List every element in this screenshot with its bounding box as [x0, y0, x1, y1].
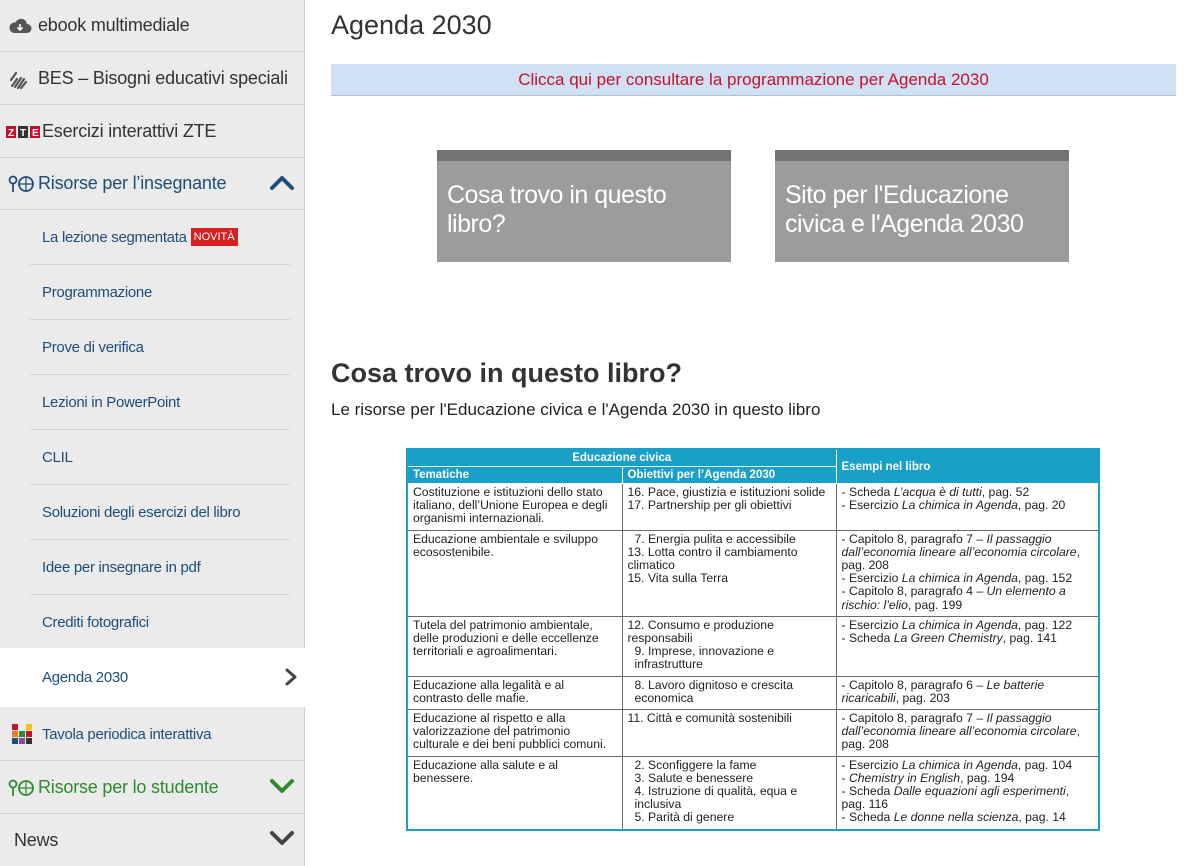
- esempio-text: - Esercizio: [841, 757, 902, 772]
- sidebar-item-label: Risorse per lo studente: [38, 777, 219, 797]
- esempio-text: , pag. 116: [841, 784, 1073, 812]
- cell-tematica: Tutela del patrimonio ambientale, delle produzioni e delle eccellenze territoriali e agroalimentari.: [407, 616, 622, 676]
- esempio-text: , pag. 52: [981, 485, 1030, 499]
- sidebar-item-label: La lezione segmentata: [42, 228, 187, 246]
- esempio-title: La chimica in Agenda: [901, 617, 1018, 632]
- obiettivo-item: 8. Lavoro dignitoso e crescita economica: [634, 677, 797, 705]
- svg-text:T: T: [20, 127, 27, 138]
- sidebar-item-programmazione[interactable]: [30, 265, 290, 320]
- obiettivo-item: 17. Partnership per gli obiettivi: [627, 498, 792, 513]
- esempio-title: La chimica in Agenda: [901, 757, 1018, 772]
- esempio-title: La chimica in Agenda: [901, 571, 1018, 586]
- teacher-resources-icon: [8, 174, 38, 194]
- sidebar-item-risorse-insegnante[interactable]: [0, 158, 305, 210]
- cell-tematica: Educazione alla legalità e al contrasto delle mafie.: [407, 676, 622, 709]
- table-row: [407, 676, 1099, 709]
- sidebar-item-tavola-periodica[interactable]: [0, 708, 305, 761]
- esempio-title: Le donne nella scienza: [893, 810, 1019, 825]
- esempio-text: , pag. 208: [841, 544, 1084, 573]
- esempio-title: Le batterie ricaricabili: [841, 677, 1048, 705]
- sidebar-item-label: ebook multimediale: [38, 15, 190, 35]
- obiettivo-item: 9. Imprese, innovazione e infrastrutture: [634, 644, 778, 672]
- periodic-table-icon: [12, 724, 42, 744]
- cell-obiettivi: [622, 756, 836, 830]
- esempio-title: Il passaggio dall’economia lineare all’economia circolare: [841, 711, 1077, 739]
- sidebar-item-prove-verifica[interactable]: [30, 320, 290, 375]
- novita-badge: NOVITÀ: [191, 228, 238, 246]
- esempio-text: , pag. 14: [1018, 810, 1066, 825]
- sidebar-item-zte[interactable]: [0, 106, 305, 158]
- sidebar: [0, 0, 305, 866]
- esempio-text: , pag. 141: [1002, 631, 1057, 646]
- cell-obiettivi: [622, 710, 836, 757]
- sidebar-item-label: Risorse per l’insegnante: [38, 173, 227, 193]
- esempio-text: - Scheda: [841, 784, 894, 799]
- sidebar-item-ebook[interactable]: [0, 0, 305, 52]
- cell-tematica: Educazione al rispetto e alla valorizzazione del patrimonio culturale e dei beni pubblici comuni.: [407, 710, 622, 757]
- sidebar-item-clil[interactable]: [30, 430, 290, 485]
- page-title: Agenda 2030: [331, 10, 492, 40]
- sidebar-item-bes[interactable]: [0, 53, 305, 105]
- sidebar-item-label: Prove di verifica: [42, 338, 144, 356]
- chevron-down-icon[interactable]: [269, 828, 295, 853]
- card-cosa-trovo[interactable]: Cosa trovo in questo libro?: [437, 150, 731, 262]
- sidebar-item-label: Idee per insegnare in pdf: [42, 558, 201, 576]
- obiettivo-item: 12. Consumo e produzione responsabili: [627, 617, 778, 646]
- esempio-text: , pag. 20: [1017, 498, 1066, 513]
- sidebar-item-label: BES – Bisogni educativi speciali: [38, 68, 288, 88]
- section-title: Cosa trovo in questo libro?: [331, 358, 683, 388]
- esempio-title: La chimica in Agenda: [901, 498, 1018, 513]
- section-subtitle: Le risorse per l'Educazione civica e l'Agenda 2030 in questo libro: [331, 400, 821, 419]
- cell-tematica: Educazione ambientale e sviluppo ecosostenibile.: [407, 530, 622, 616]
- esempio-text: - Capitolo 8, paragrafo 4 –: [841, 584, 987, 599]
- esempio-title: La Green Chemistry: [893, 631, 1003, 646]
- sidebar-item-crediti[interactable]: [30, 595, 290, 650]
- chevron-down-icon[interactable]: [269, 776, 295, 801]
- esempio-text: , pag. 104: [1017, 757, 1073, 772]
- esempio-text: -: [841, 770, 849, 785]
- cell-obiettivi: [622, 484, 836, 531]
- sidebar-item-label: Lezioni in PowerPoint: [42, 393, 180, 411]
- student-resources-icon: [8, 778, 38, 798]
- zte-logo-icon: [6, 126, 42, 138]
- resources-table: [406, 448, 1100, 831]
- sidebar-item-label: Programmazione: [42, 283, 153, 301]
- cell-tematica: Costituzione e istituzioni dello stato italiano, dell’Unione Europea e degli organismi internazionali.: [407, 484, 622, 531]
- esempio-text: - Capitolo 8, paragrafo 6 –: [841, 677, 987, 692]
- table-header-esempi: Esempi nel libro: [836, 449, 1099, 484]
- cloud-download-icon: [8, 18, 38, 34]
- table-header-group: Educazione civica: [407, 449, 836, 467]
- sidebar-item-label: CLIL: [42, 448, 73, 466]
- obiettivo-item: 3. Salute e benessere: [634, 770, 754, 785]
- esempio-item: [842, 712, 1094, 752]
- cell-obiettivi: [622, 676, 836, 709]
- hand-icon: [8, 68, 38, 90]
- cell-esempi: [836, 710, 1099, 757]
- cell-obiettivi: [622, 616, 836, 676]
- esempio-item: [842, 585, 1094, 611]
- card-sito-educazione-civica[interactable]: Sito per l'Educazione civica e l'Agenda 2030: [775, 150, 1069, 262]
- cell-esempi: [836, 484, 1099, 531]
- table-row: [407, 484, 1099, 531]
- sidebar-item-label: Agenda 2030: [42, 669, 128, 686]
- esempio-item: [842, 533, 1094, 573]
- esempio-title: Chemistry in English: [848, 770, 961, 785]
- sidebar-item-label: Tavola periodica interattiva: [42, 725, 212, 743]
- obiettivo-item: 7. Energia pulita e accessibile: [634, 531, 796, 546]
- esempio-title: Dalle equazioni agli esperimenti: [893, 784, 1066, 799]
- sidebar-item-lezione-segmentata[interactable]: [30, 210, 290, 265]
- svg-text:E: E: [32, 127, 39, 138]
- esempio-text: - Esercizio: [841, 498, 902, 513]
- sidebar-item-label: Soluzioni degli esercizi del libro: [42, 503, 241, 521]
- table-row: [407, 756, 1099, 830]
- obiettivo-item: 11. Città e comunità sostenibili: [627, 711, 792, 726]
- table-row: [407, 616, 1099, 676]
- esempio-item: [842, 679, 1094, 705]
- esempio-text: - Capitolo 8, paragrafo 7 –: [841, 711, 987, 726]
- esempio-text: , pag. 152: [1017, 571, 1073, 586]
- sidebar-item-agenda-2030[interactable]: [0, 648, 305, 707]
- cell-esempi: [836, 530, 1099, 616]
- sidebar-item-label: Esercizi interattivi ZTE: [42, 121, 217, 141]
- cell-esempi: [836, 676, 1099, 709]
- sidebar-item-label: Crediti fotografici: [42, 614, 149, 631]
- esempio-text: - Esercizio: [841, 617, 902, 632]
- esempio-text: - Capitolo 8, paragrafo 7 –: [841, 531, 987, 546]
- esempio-title: Un elemento a rischio: l’elio: [841, 584, 1070, 612]
- esempio-text: - Scheda: [841, 631, 894, 646]
- obiettivo-item: 13. Lotta contro il cambiamento climatico: [627, 544, 801, 573]
- table-body: [407, 484, 1099, 830]
- esempio-item: [842, 785, 1094, 811]
- svg-text:Z: Z: [8, 127, 15, 138]
- obiettivo-item: 5. Parità di genere: [634, 810, 735, 825]
- esempio-item: [842, 811, 1094, 824]
- esempio-text: - Esercizio: [841, 571, 902, 586]
- esempio-title: Il passaggio dall’economia lineare all’economia circolare: [841, 531, 1077, 559]
- esempio-text: , pag. 199: [907, 597, 963, 612]
- esempio-title: L’acqua è di tutti: [893, 485, 982, 499]
- esempio-text: , pag. 203: [895, 690, 950, 705]
- sidebar-item-idee[interactable]: [30, 540, 290, 595]
- obiettivo-item: 16. Pace, giustizia e istituzioni solide: [627, 485, 826, 499]
- table-row: [407, 530, 1099, 616]
- cell-esempi: [836, 756, 1099, 830]
- cell-tematica: Educazione alla salute e al benessere.: [407, 756, 622, 830]
- esempio-item: [842, 632, 1094, 645]
- sidebar-item-powerpoint[interactable]: [30, 375, 290, 430]
- cell-obiettivi: [622, 530, 836, 616]
- obiettivo-item: 2. Sconfiggere la fame: [634, 757, 757, 772]
- obiettivo-item: 15. Vita sulla Terra: [627, 571, 728, 586]
- esempio-text: , pag. 122: [1017, 617, 1073, 632]
- table-row: [407, 710, 1099, 757]
- sidebar-item-soluzioni[interactable]: [30, 485, 290, 540]
- chevron-up-icon[interactable]: [269, 172, 295, 197]
- esempio-text: - Scheda: [841, 810, 894, 825]
- sidebar-item-label: News: [14, 829, 59, 850]
- table-header-obiettivi: Obiettivi per l’Agenda 2030: [622, 467, 836, 484]
- cell-esempi: [836, 616, 1099, 676]
- table-header-tematiche: Tematiche: [407, 467, 622, 484]
- esempio-text: , pag. 208: [841, 724, 1084, 752]
- esempio-item: [842, 499, 1094, 512]
- obiettivo-item: 4. Istruzione di qualità, equa e inclusiva: [634, 784, 801, 812]
- sidebar-item-news[interactable]: [0, 814, 305, 866]
- esempio-text: - Scheda: [841, 485, 894, 499]
- programmazione-banner-link[interactable]: Clicca qui per consultare la programmazione per Agenda 2030: [331, 64, 1176, 96]
- sidebar-item-risorse-studente[interactable]: [0, 762, 305, 814]
- esempio-text: , pag. 194: [960, 770, 1015, 785]
- chevron-right-icon: [283, 667, 299, 692]
